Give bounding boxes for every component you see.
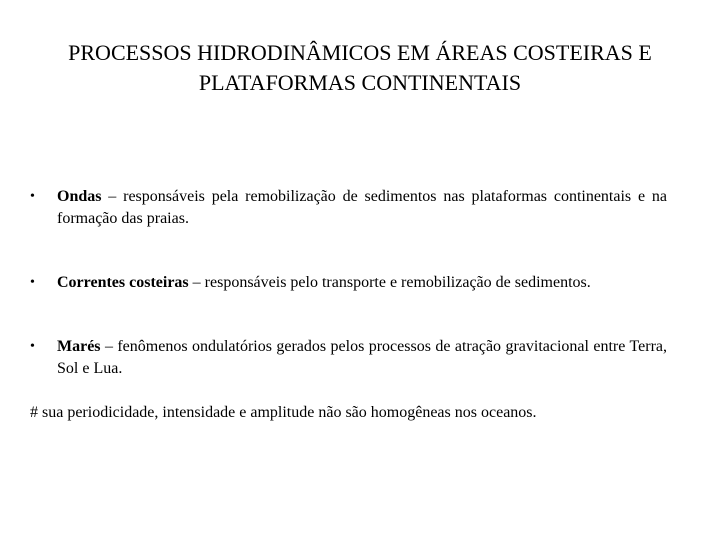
slide-title bbox=[0, 38, 720, 98]
list-item-correntes-costeiras bbox=[0, 272, 720, 294]
process-list bbox=[0, 186, 720, 380]
list-item-mares bbox=[0, 336, 720, 380]
item-term: Marés bbox=[57, 338, 101, 355]
bullet-icon: • bbox=[30, 189, 35, 204]
slide-title-line-2: PLATAFORMAS CONTINENTAIS bbox=[198, 70, 522, 95]
bullet-icon: • bbox=[30, 339, 35, 354]
item-description: – responsáveis pelo transporte e remobilização de sedimentos. bbox=[188, 274, 591, 291]
bullet-icon: • bbox=[30, 275, 35, 290]
item-description: – fenômenos ondulatórios gerados pelos processos de atração gravitacional entre Terra, Sol e Lua. bbox=[57, 338, 667, 377]
slide-title-line-1: PROCESSOS HIDRODINÂMICOS EM ÁREAS COSTEIRAS E bbox=[68, 40, 652, 65]
item-term: Correntes costeiras bbox=[57, 274, 189, 291]
footnote: # sua periodicidade, intensidade e amplitude não são homogêneas nos oceanos. bbox=[30, 404, 537, 421]
item-term: Ondas bbox=[57, 188, 102, 205]
item-description: – responsáveis pela remobilização de sedimentos nas plataformas continentais e na formação das praias. bbox=[57, 188, 667, 227]
list-item-ondas bbox=[0, 186, 720, 230]
